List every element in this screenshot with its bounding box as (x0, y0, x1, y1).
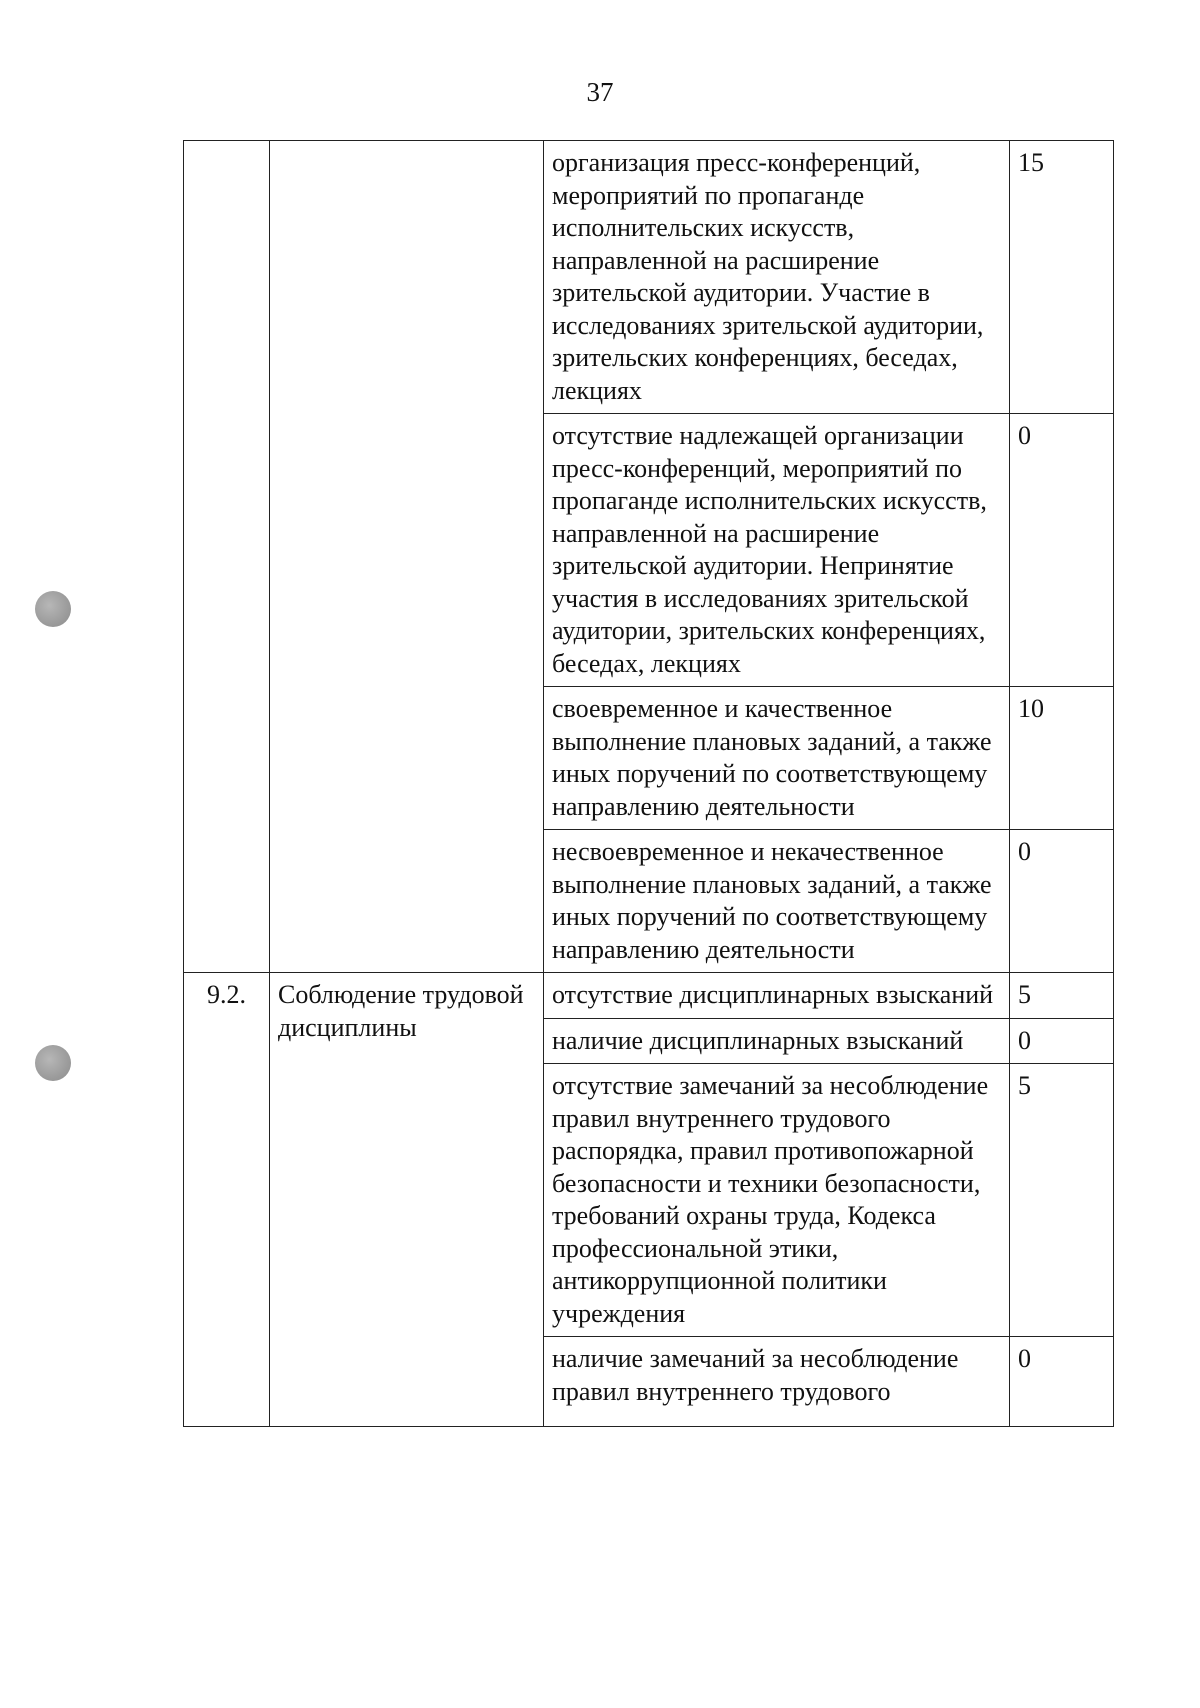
score-cell: 0 (1010, 830, 1114, 973)
punch-hole-upper (35, 591, 71, 627)
section-name-cell (270, 141, 544, 973)
punch-hole-lower (35, 1045, 71, 1081)
table-row (184, 141, 1114, 414)
score-cell: 0 (1010, 414, 1114, 687)
table-row (184, 973, 1114, 1019)
criteria-table (183, 140, 1114, 1427)
section-number-cell (184, 141, 270, 973)
criterion-cell: отсутствие замечаний за несоблюдение правил внутреннего трудового распорядка, правил противопожарной безопасности и техники безопасности, требований охраны труда, Кодекса профессиональной этики, антикоррупционной политики учреждения (544, 1064, 1010, 1337)
criterion-cell: наличие дисциплинарных взысканий (544, 1018, 1010, 1064)
score-cell: 15 (1010, 141, 1114, 414)
section-name-cell: Соблюдение трудовой дисциплины (270, 973, 544, 1427)
section-number-cell: 9.2. (184, 973, 270, 1427)
page-number: 37 (586, 77, 614, 107)
score-cell: 5 (1010, 973, 1114, 1019)
criterion-cell: несвоевременное и некачественное выполнение плановых заданий, а также иных поручений по соответствующему направлению деятельности (544, 830, 1010, 973)
score-cell: 5 (1010, 1064, 1114, 1337)
criterion-cell: организация пресс-конференций, мероприятий по пропаганде исполнительских искусств, направленной на расширение зрительской аудитории. Участие в исследованиях зрительской аудитории, зрительских конференциях, беседах, лекциях (544, 141, 1010, 414)
criterion-cell: отсутствие надлежащей организации пресс-конференций, мероприятий по пропаганде исполнительских искусств, направленной на расширение зрительской аудитории. Непринятие участия в исследованиях зрительской аудитории, зрительских конференциях, беседах, лекциях (544, 414, 1010, 687)
criterion-cell: отсутствие дисциплинарных взысканий (544, 973, 1010, 1019)
score-cell: 10 (1010, 687, 1114, 830)
criterion-cell: наличие замечаний за несоблюдение правил внутреннего трудового (544, 1337, 1010, 1427)
score-cell: 0 (1010, 1018, 1114, 1064)
criterion-cell: своевременное и качественное выполнение плановых заданий, а также иных поручений по соответствующему направлению деятельности (544, 687, 1010, 830)
score-cell: 0 (1010, 1337, 1114, 1427)
